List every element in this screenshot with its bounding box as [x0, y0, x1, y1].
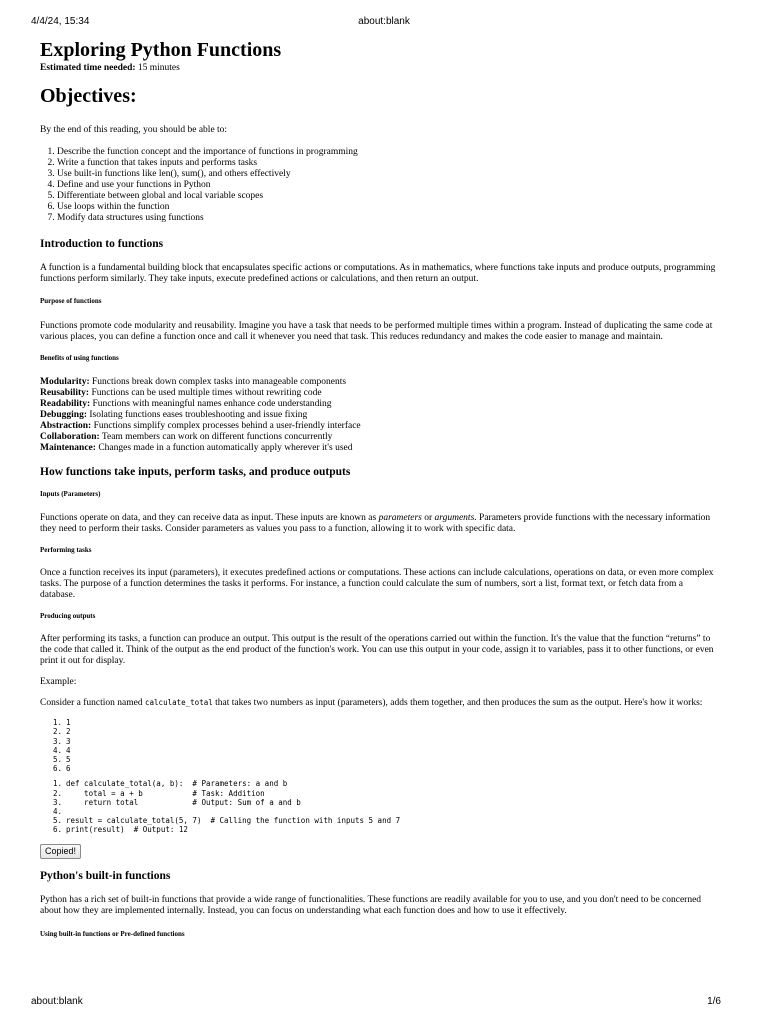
builtin-heading: Python's built-in functions: [40, 869, 171, 882]
line-number-row: 5. 5: [52, 754, 71, 764]
benefit-item: [40, 388, 720, 399]
code-block: [40, 779, 720, 834]
inline-code-function-name: calculate_total: [145, 698, 213, 708]
print-footer-url: about:blank: [31, 996, 83, 1007]
how-heading: How functions take inputs, perform tasks, and produce outputs: [40, 465, 351, 478]
intro-paragraph: A function is a fundamental building block that encapsulates specific actions or computations. As in mathematics, where functions take inputs and produce outputs, programming functions perform similarly. They take inputs, execute predefined actions or calculations, and then return an output.: [40, 262, 716, 284]
inputs-term-parameters: parameters: [378, 513, 422, 524]
objectives-heading: Objectives:: [40, 85, 137, 107]
benefit-item: [40, 399, 720, 410]
line-number-text: 2: [66, 727, 71, 737]
estimated-time-value: 15 minutes: [135, 63, 180, 73]
code-line: 1. def calculate_total(a, b): # Parameters: a and b: [52, 779, 288, 789]
estimated-time: [40, 62, 720, 74]
code-line: 5. result = calculate_total(5, 7) # Calling the function with inputs 5 and 7: [52, 816, 401, 826]
benefits-heading: Benefits of using functions: [40, 353, 119, 362]
producing-heading: Producing outputs: [40, 612, 96, 621]
line-number-text: 3: [66, 736, 71, 746]
code-line-text: result = calculate_total(5, 7) # Calling the function with inputs 5 and 7: [66, 816, 401, 826]
objectives-intro: By the end of this reading, you should be able to:: [40, 124, 228, 135]
benefit-item: [40, 410, 720, 421]
print-page-number: 1/6: [707, 996, 721, 1007]
benefit-text: Team members can work on different functions concurrently: [99, 431, 333, 442]
line-number-row: 1. 1: [52, 718, 71, 728]
benefit-text: Changes made in a function automatically apply wherever it's used: [95, 442, 353, 453]
inputs-text-1: Functions operate on data, and they can receive data as input. These inputs are known as: [40, 513, 379, 524]
line-numbers-block: [40, 718, 720, 773]
line-number-row: 4. 4: [52, 745, 71, 755]
code-line: 6. print(result) # Output: 12: [52, 825, 188, 835]
inputs-term-arguments: arguments: [434, 513, 475, 524]
objectives-list: [40, 147, 720, 224]
performing-heading: Performing tasks: [40, 546, 92, 555]
builtin-paragraph: Python has a rich set of built-in functions that provide a wide range of functionalities. These functions are readily available for you to use, and you don't need to be concerned about how they are implemented internally. Instead, you can focus on understanding what each function does and how to use it effectively.: [40, 894, 702, 916]
purpose-heading: Purpose of functions: [40, 296, 102, 305]
code-line-text: def calculate_total(a, b): # Parameters: a and b: [66, 779, 288, 789]
example-label: Example:: [40, 677, 77, 688]
example-intro-text-2: that takes two numbers as input (parameters), adds them together, and then produces the sum as the output. Here's how it works:: [212, 698, 703, 709]
benefit-term: Abstraction:: [40, 420, 92, 431]
benefit-term: Readability:: [40, 398, 91, 409]
line-number-text: 5: [66, 754, 71, 764]
benefit-term: Maintenance:: [40, 442, 96, 453]
line-number-row: 6. 6: [52, 764, 71, 774]
benefit-term: Collaboration:: [40, 431, 100, 442]
line-number-text: 6: [66, 764, 71, 774]
example-intro-text-1: Consider a function named: [40, 698, 146, 709]
objective-item: 7. Modify data structures using functions: [57, 213, 720, 224]
inputs-text-3: . Parameters provide functions with the necessary information they need to perform their tasks. Consider parameters as values you pass to a function, allowing it to work with specific data.: [40, 513, 711, 535]
benefit-item: [40, 421, 720, 432]
code-line: 3. return total # Output: Sum of a and b: [52, 797, 301, 807]
intro-heading: Introduction to functions: [40, 237, 164, 250]
line-number-text: 1: [66, 718, 71, 728]
page-title: Exploring Python Functions: [40, 39, 282, 61]
benefit-text: Functions can be used multiple times without rewriting code: [89, 387, 322, 398]
objective-item: 1. Describe the function concept and the importance of functions in programming: [57, 147, 720, 158]
benefit-text: Functions with meaningful names enhance code understanding: [90, 398, 332, 409]
benefit-item: [40, 443, 720, 454]
using-builtin-heading: Using built-in functions or Pre-defined functions: [40, 929, 185, 938]
objective-item: 5. Differentiate between global and local variable scopes: [57, 191, 720, 202]
objective-item: 6. Use loops within the function: [57, 202, 720, 213]
line-number-row: 2. 2: [52, 727, 71, 737]
objective-item: 3. Use built-in functions like len(), sum(), and others effectively: [57, 169, 720, 180]
benefits-list: [40, 377, 720, 454]
code-line-text: print(result) # Output: 12: [66, 825, 188, 835]
benefit-text: Functions break down complex tasks into manageable components: [89, 376, 347, 387]
estimated-time-label: Estimated time needed:: [40, 63, 136, 73]
benefit-text: Functions simplify complex processes behind a user-friendly interface: [91, 420, 361, 431]
example-intro: [40, 697, 720, 709]
objective-item: 4. Define and use your functions in Python: [57, 180, 720, 191]
copy-code-button[interactable]: Copied!: [40, 844, 81, 859]
benefit-item: [40, 432, 720, 443]
performing-paragraph: Once a function receives its input (parameters), it executes predefined actions or computations. These actions can include calculations, operations on data, or even more complex tasks. The purpose of a function determines the tasks it performs. For instance, a function could calculate the sum of numbers, sort a list, format text, or fetch data from a database.: [40, 568, 714, 601]
benefit-term: Reusability:: [40, 387, 90, 398]
code-line: 2. total = a + b # Task: Addition: [52, 788, 265, 798]
code-line-text: total = a + b # Task: Addition: [66, 788, 265, 798]
inputs-paragraph: [40, 513, 720, 535]
code-line-text: return total # Output: Sum of a and b: [66, 797, 301, 807]
code-line: 4.: [52, 806, 62, 816]
benefit-term: Debugging:: [40, 409, 87, 420]
benefit-term: Modularity:: [40, 376, 90, 387]
objective-item: 2. Write a function that takes inputs and performs tasks: [57, 158, 720, 169]
line-number-row: 3. 3: [52, 736, 71, 746]
inputs-text-2: or: [421, 513, 435, 524]
line-number-text: 4: [66, 745, 71, 755]
producing-paragraph: After performing its tasks, a function can produce an output. This output is the result of the operations carried out within the function. It's the value that the function “returns” to the code that called it. Think of the output as the end product of the function's work. You can use this output in your code, assign it to variables, pass it to other functions, or even print it out for display.: [40, 634, 714, 667]
benefit-text: Isolating functions eases troubleshooting and issue fixing: [86, 409, 308, 420]
document-content: [40, 38, 720, 948]
benefit-item: [40, 377, 720, 388]
print-datetime: 4/4/24, 15:34: [31, 16, 90, 27]
print-page-title: about:blank: [358, 16, 410, 27]
inputs-heading: Inputs (Parameters): [40, 490, 101, 499]
copy-button-wrap: [40, 841, 720, 859]
purpose-paragraph: Functions promote code modularity and reusability. Imagine you have a task that needs to be performed multiple times within a program. Instead of duplicating the same code at various places, you can define a function once and call it whenever you need that task. This reduces redundancy and makes the code easier to manage and maintain.: [40, 320, 713, 342]
